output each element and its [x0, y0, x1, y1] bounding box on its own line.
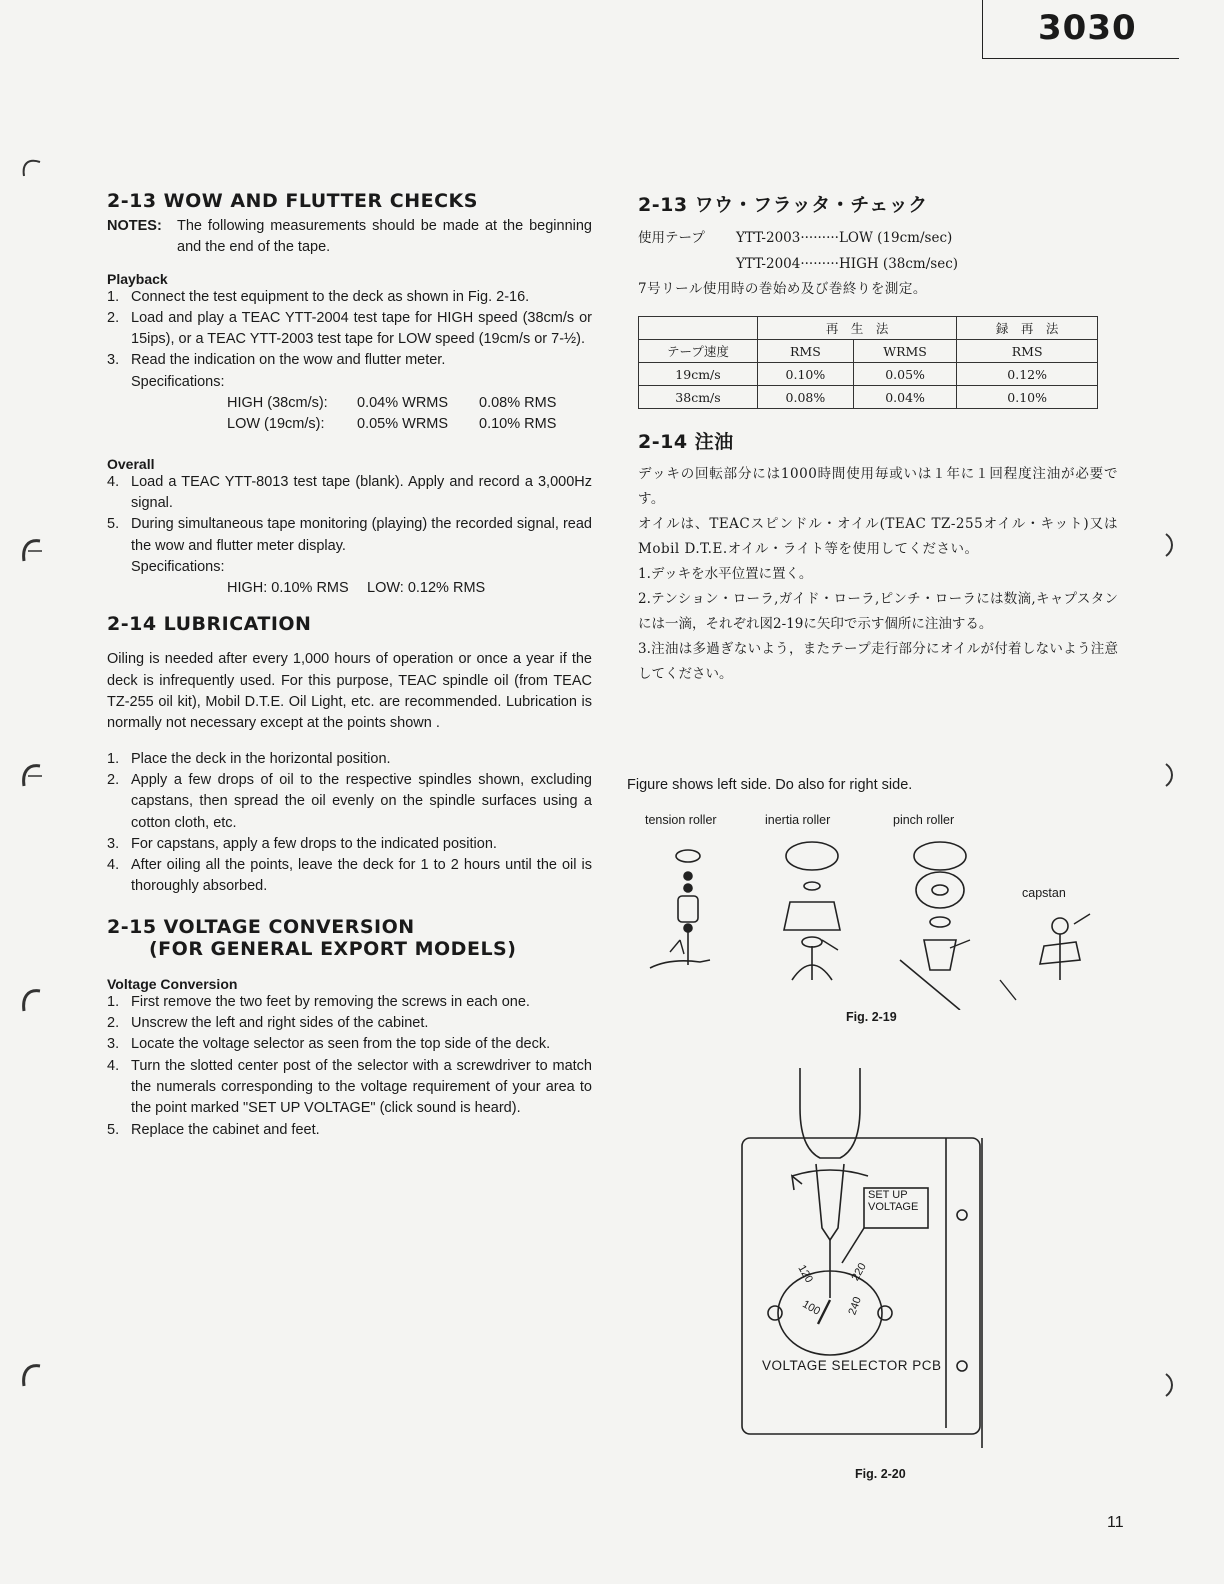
spec2-row: HIGH: 0.10% RMS LOW: 0.12% RMS: [227, 580, 486, 597]
binder-mark: [18, 150, 48, 180]
fig219-caption: Fig. 2-19: [846, 1010, 897, 1024]
list-item: 1. First remove the two feet by removing the screws in each one.: [107, 993, 530, 1010]
spec-row: HIGH (38cm/s): 0.04% WRMS 0.08% RMS: [227, 395, 557, 412]
voltage-steps: [107, 992, 592, 1141]
list-item: 3. Read the indication on the wow and flutter meter.: [107, 352, 446, 369]
fig219-note: Figure shows left side. Do also for right side.: [627, 777, 913, 793]
label-inertia-roller: inertia roller: [765, 813, 831, 827]
fig219-illustration: [640, 830, 1100, 1010]
voltage-100: 100: [800, 1298, 823, 1318]
overall-heading: Overall: [107, 455, 155, 472]
overall-steps: [107, 472, 592, 557]
list-item: 4. After oiling all the points, leave the deck for 1 to 2 hours until the oil is thoroughly absorbed.: [107, 857, 592, 895]
voltage-220: 220: [849, 1261, 869, 1283]
model-number: 3030: [1038, 8, 1137, 48]
jp-title-wow-flutter: 2-13 ワウ・フラッタ・チェック: [638, 194, 928, 216]
voltage-subheading: Voltage Conversion: [107, 975, 238, 992]
jp-title-lubrication: 2-14 注油: [638, 431, 734, 453]
wow-flutter-table: 再 生 法 録 再 法 テープ速度 RMS WRMS RMS 19cm/s 0.10% 0.05% 0.12% 38cm/s 0.08% 0.04% 0.10%: [638, 316, 1098, 409]
voltage-240: 240: [846, 1295, 864, 1317]
jp-lubrication-steps: [638, 562, 1118, 687]
section-subtitle-voltage: (FOR GENERAL EXPORT MODELS): [149, 937, 517, 960]
section-title-lubrication: 2-14 LUBRICATION: [107, 613, 312, 636]
english-column: [107, 190, 592, 1141]
binder-mark: [18, 760, 48, 790]
list-item: 5. Replace the cabinet and feet.: [107, 1121, 320, 1138]
binder-mark: [1160, 530, 1180, 560]
spec2-label: Specifications:: [131, 558, 225, 575]
list-item: 2.テンション・ローラ,ガイド・ローラ,ピンチ・ローラには数滴,キャプスタンには一滴，それぞれ図2-19に矢印で示す個所に注油する。: [638, 591, 1118, 632]
spec-label: Specifications:: [131, 373, 225, 390]
list-item: 2. Apply a few drops of oil to the respective spindles shown, excluding capstans, then spread the oil evenly on the spindle surfaces using a cotton cloth, etc.: [107, 771, 592, 831]
list-item: 3.注油は多過ぎないよう，またテープ走行部分にオイルが付着しないよう注意してください。: [638, 641, 1118, 682]
setup-voltage-label: SET UP VOLTAGE: [868, 1189, 919, 1213]
pcb-label: VOLTAGE SELECTOR PCB: [762, 1358, 942, 1373]
binder-mark: [1160, 760, 1180, 790]
list-item: 2. Load and play a TEAC YTT-2004 test tape for HIGH speed (38cm/s or 15ips), or a TEAC YTT-2003 test tape for LOW speed (19cm/s or 7-½).: [107, 309, 592, 348]
binder-mark: [1160, 1370, 1180, 1400]
section-title-voltage: 2-15 VOLTAGE CONVERSION: [107, 915, 415, 938]
label-pinch-roller: pinch roller: [893, 813, 955, 827]
list-item: 1.デッキを水平位置に置く。: [638, 566, 813, 582]
list-item: 4. Turn the slotted center post of the selector with a screwdriver to match the numerals corresponding to the voltage requirement of your area to the point marked "SET UP VOLTAGE" (click sound is heard).: [107, 1057, 592, 1117]
japanese-column: [638, 190, 1118, 687]
list-item: 5. During simultaneous tape monitoring (playing) the recorded signal, read the wow and flutter meter display.: [107, 516, 592, 554]
fig220-illustration: [730, 1068, 1000, 1448]
fig220-caption: Fig. 2-20: [855, 1467, 906, 1481]
table-row: 38cm/s 0.08% 0.04% 0.10%: [639, 386, 1098, 409]
jp-lubrication-p2: オイルは、TEACスピンドル・オイル(TEAC TZ-255オイル・キット)又はMobil D.T.E.オイル・ライト等を使用してください。: [638, 516, 1118, 557]
list-item: 2. Unscrew the left and right sides of the cabinet.: [107, 1015, 429, 1032]
notes-label: NOTES:: [107, 218, 162, 234]
binder-mark: [18, 1360, 48, 1390]
section-title-wow-flutter: 2-13 WOW AND FLUTTER CHECKS: [107, 190, 478, 212]
list-item: 4. Load a TEAC YTT-8013 test tape (blank). Apply and record a 3,000Hz signal.: [107, 473, 592, 511]
lubrication-steps: [107, 749, 592, 898]
page-number: 11: [1107, 1514, 1124, 1531]
notes-text: The following measurements should be made at the beginning and the end of the tape.: [177, 218, 592, 256]
label-tension-roller: tension roller: [645, 813, 717, 827]
list-item: 1. Place the deck in the horizontal position.: [107, 750, 391, 767]
spec-row: LOW (19cm/s): 0.05% WRMS 0.10% RMS: [227, 416, 557, 433]
list-item: 3. Locate the voltage selector as seen from the top side of the deck.: [107, 1036, 551, 1053]
playback-heading: Playback: [107, 270, 168, 287]
table-row: 19cm/s 0.10% 0.05% 0.12%: [639, 363, 1098, 386]
jp-measure-note: 7号リール使用時の巻始め及び巻終りを測定。: [638, 281, 927, 297]
notes-block: [107, 216, 592, 259]
voltage-120: 120: [795, 1263, 815, 1285]
list-item: 1. Connect the test equipment to the deck as shown in Fig. 2-16.: [107, 288, 530, 305]
list-item: 3. For capstans, apply a few drops to the indicated position.: [107, 835, 497, 852]
playback-steps: [107, 287, 592, 372]
jp-lubrication-p1: デッキの回転部分には1000時間使用毎或いは１年に１回程度注油が必要です。: [638, 466, 1118, 507]
lubrication-intro: Oiling is needed after every 1,000 hours of operation or once a year if the deck is infrequently used. For this purpose, TEAC spindle oil (from TEAC TZ-255 oil kit), Mobil D.T.E. Oil Light, etc. are recommended. Lubrication is normally not necessary except at the points shown .: [107, 651, 592, 732]
binder-mark: [18, 985, 48, 1015]
binder-mark: [18, 535, 48, 565]
tape-list: 使用テープ YTT-2003·········LOW (19cm/sec) YTT-2004·········HIGH (38cm/sec): [638, 230, 959, 272]
label-capstan: capstan: [1022, 886, 1066, 900]
